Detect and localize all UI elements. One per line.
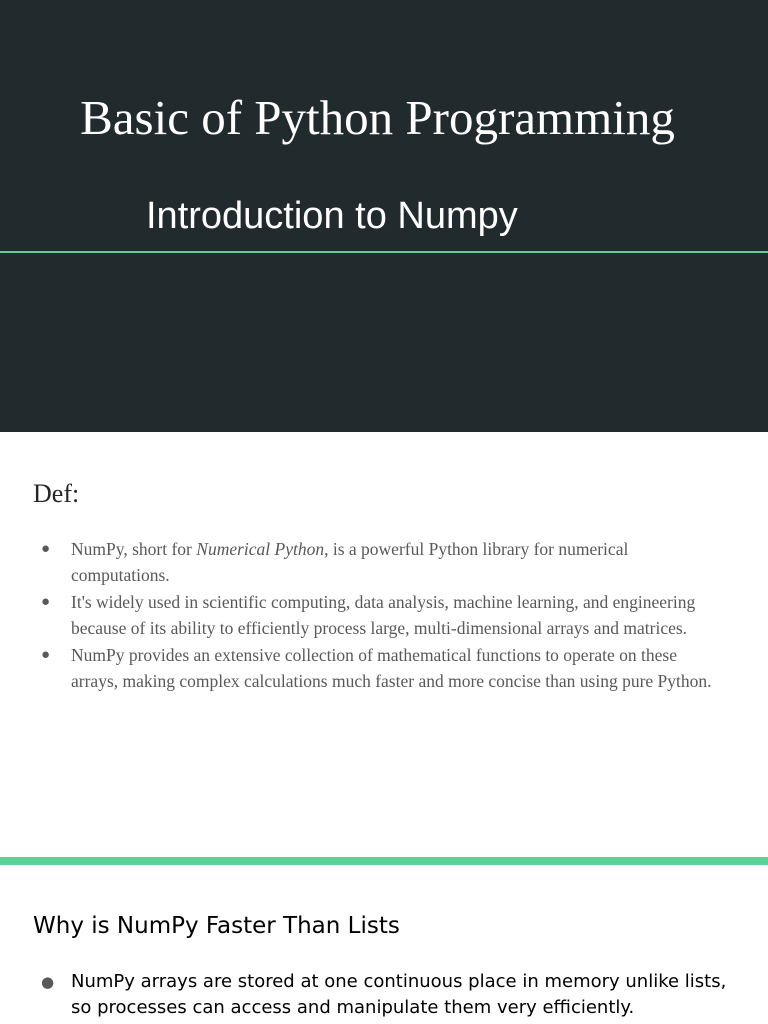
bullet-icon: ● [41, 541, 51, 557]
why-faster-bullet [0, 969, 768, 1021]
why-faster-slide [0, 865, 768, 1024]
definition-slide [0, 432, 768, 857]
why-faster-heading: Why is NumPy Faster Than Lists [33, 913, 400, 939]
bullet-text-part: It's widely used in scientific computing, data analysis, machine learning, and engineering because of its ability to efficiently process large, multi-dimensional arrays and matrices. [71, 591, 696, 639]
definition-bullet-list [0, 536, 768, 694]
slide-title: Basic of Python Programming [80, 90, 675, 145]
bullet-text-part: NumPy provides an extensive collection of mathematical functions to operate on these arrays, making complex calculations much faster and more concise than using pure Python. [71, 644, 712, 692]
bullet-text: NumPy arrays are stored at one continuous place in memory unlike lists, so processes can access and manipulate them very efficiently. [71, 971, 727, 1018]
title-slide [0, 0, 768, 432]
bullet-icon: ● [41, 973, 55, 991]
definition-bullet [0, 589, 768, 642]
definition-heading: Def: [33, 479, 80, 508]
definition-bullet [0, 642, 768, 695]
bullet-text-part: , is a powerful Python library for numerical computations. [71, 539, 629, 586]
accent-divider [0, 251, 768, 253]
bullet-text-part: NumPy, short for [71, 539, 197, 559]
why-faster-bullet-list [0, 969, 768, 1021]
slide-separator [0, 857, 768, 865]
bullet-icon: ● [41, 593, 51, 610]
bullet-icon: ● [41, 646, 51, 663]
slide-subtitle: Introduction to Numpy [146, 195, 518, 237]
bullet-italic-text: Numerical Python [196, 539, 325, 559]
definition-bullet [0, 536, 768, 589]
